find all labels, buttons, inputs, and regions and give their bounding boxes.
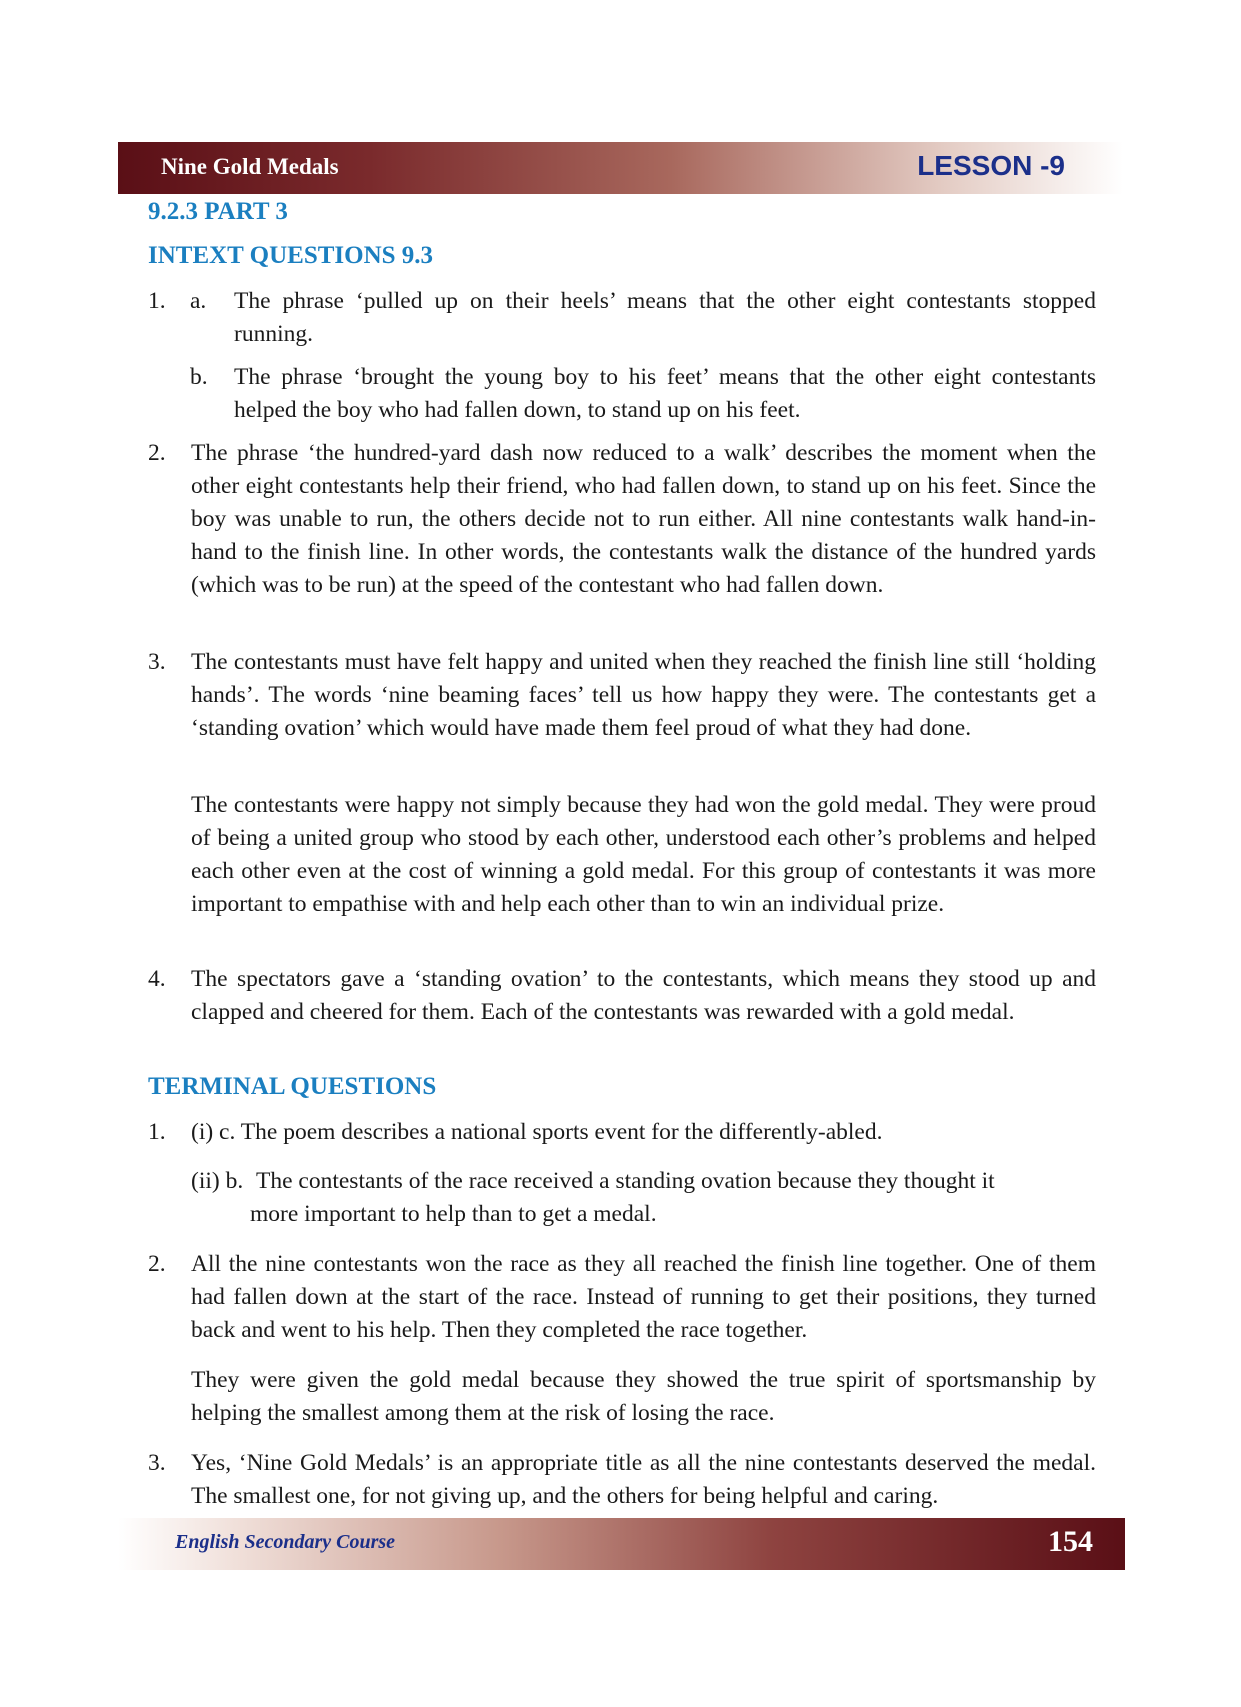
answer-text: All the nine contestants won the race as they all reached the finish line together. One of them had fallen down at the start of the race. Instead of running to get their positions, they turned back and went to his help. Then they completed the race together. — [191, 1251, 1096, 1343]
answer-text: The phrase ‘pulled up on their heels’ means that the other eight contestants stopped running. — [234, 288, 1096, 347]
page-header-bar — [118, 142, 1123, 194]
chapter-title: Nine Gold Medals — [161, 154, 339, 179]
answer-text: (i) c. The poem describes a national sports event for the differently-abled. — [191, 1119, 883, 1145]
page-footer-bar — [118, 1518, 1125, 1570]
answer-text: The phrase ‘the hundred-yard dash now reduced to a walk’ describes the moment when the other eight contestants help their friend, who had fallen down, to stand up on his feet. Since the boy was unable to run, the others decide not to run either. All nine contestants walk hand-in-hand to the finish line. In other words, the contestants walk the distance of the hundred yards (which was to be run) at the speed of the contestant who had fallen down. — [191, 440, 1096, 598]
question-number: 4. — [148, 966, 166, 992]
intext-heading: INTEXT QUESTIONS 9.3 — [148, 242, 434, 269]
sub-label: a. — [190, 288, 207, 314]
answer-text: The contestants of the race received a standing ovation because they thought it — [256, 1168, 995, 1194]
answer-text: The spectators gave a ‘standing ovation’ to the contestants, which means they stood up and clapped and cheered for them. Each of the contestants was rewarded with a gold medal. — [191, 966, 1096, 1025]
question-number: 2. — [148, 440, 166, 466]
question-number: 2. — [148, 1251, 166, 1277]
page-number: 154 — [1048, 1525, 1093, 1558]
terminal-heading: TERMINAL QUESTIONS — [148, 1073, 437, 1100]
course-title: English Secondary Course — [175, 1531, 396, 1553]
question-number: 3. — [148, 1450, 166, 1476]
answer-text: more important to help than to get a medal. — [250, 1201, 657, 1227]
lesson-label: LESSON -9 — [917, 150, 1065, 181]
sub-label: b. — [190, 364, 208, 390]
answer-text: The contestants must have felt happy and united when they reached the finish line still ‘holding hands’. The words ‘nine beaming faces’ tell us how happy they were. The contestants get a ‘standing ovation’ which would have made them feel proud of what they had done. — [191, 649, 1096, 741]
question-number: 3. — [148, 649, 166, 675]
sub-label: (ii) b. — [191, 1168, 244, 1194]
answer-text: Yes, ‘Nine Gold Medals’ is an appropriate title as all the nine contestants deserved the medal. The smallest one, for not giving up, and the others for being helpful and caring. — [191, 1450, 1096, 1509]
question-number: 1. — [148, 288, 166, 314]
answer-text: The contestants were happy not simply because they had won the gold medal. They were proud of being a united group who stood by each other, understood each other’s problems and helped each other even at the cost of winning a gold medal. For this group of contestants it was more important to empathise with and help each other than to win an individual prize. — [191, 792, 1096, 917]
question-number: 1. — [148, 1119, 166, 1145]
answer-text: The phrase ‘brought the young boy to his feet’ means that the other eight contestants helped the boy who had fallen down, to stand up on his feet. — [234, 364, 1096, 423]
part-heading: 9.2.3 PART 3 — [148, 198, 288, 225]
answer-text: They were given the gold medal because they showed the true spirit of sportsmanship by helping the smallest among them at the risk of losing the race. — [191, 1367, 1096, 1426]
